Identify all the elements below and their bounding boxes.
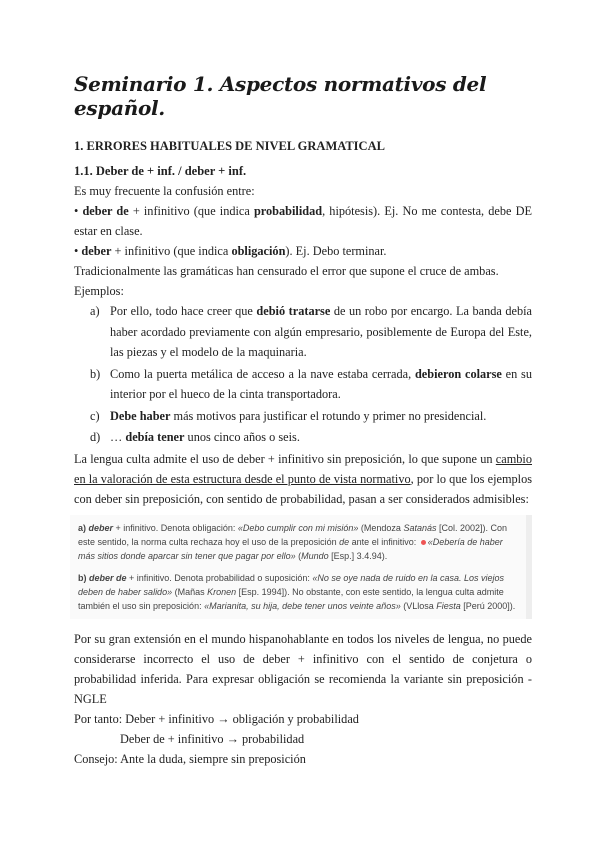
bullet-deber: • deber + infinitivo (que indica obligación). Ej. Debo terminar. xyxy=(74,244,387,258)
excerpt-b: b) deber de + infinitivo. Denota probabilidad o suposición: «No se oye nada de ruido en la casa. Los viejos deben de haber salido» (Mañas Kronen [Esp. 1994]). No obstante, con este sentido, la lengua culta admite también el uso sin preposición: «Marianita, su hija, debe tener unos veinte años» (VLlosa Fiesta [Perú 2000]). xyxy=(78,572,516,611)
document-page xyxy=(74,72,532,769)
incorrect-marker-icon xyxy=(421,540,426,545)
extension-text: Por su gran extensión en el mundo hispanohablante en todos los niveles de lengua, no puede considerarse incorrecto el uso de deber + infinitivo con el sentido de conjetura o probabilidad inferida. Para expresar obligación se recomienda la variante sin preposición - NGLE xyxy=(74,631,532,706)
dictionary-excerpt-image xyxy=(70,515,532,619)
cult-language-text: La lengua culta admite el uso de deber + infinitivo sin preposición, lo que supone un cambio en la valoración de esta estructura desde el punto de vista normativo, por lo que los ejemplos con deber sin preposición, con sentido de probabilidad, pasan a ser considerados admisibles: xyxy=(74,451,533,506)
subsection-heading: 1.1. Deber de + inf. / deber + inf. xyxy=(74,164,247,178)
list-item: b) Como la puerta metálica de acceso a la nave estaba cerrada, debieron colarse en su interior por el hueco de la cinta transportadora. xyxy=(90,366,532,401)
traditional-text: Tradicionalmente las gramáticas han censurado el error que supone el cruce de ambas. xyxy=(74,264,499,278)
page-title: Seminario 1. Aspectos normativos del español. xyxy=(74,72,487,120)
examples-list xyxy=(74,301,532,448)
excerpt-a: a) deber + infinitivo. Denota obligación: «Debo cumplir con mi misión» (Mendoza Satanás [Col. 2002]). Con este sentido, la norma culta rechaza hoy el uso de la preposición de ante el infinitivo: «Debería de haber más sitios donde aparcar sin tener que pagar por ello» (Mundo [Esp.] 3.4.94). xyxy=(78,522,508,561)
summary-line-1: Por tanto: Deber + infinitivo → obligación y probabilidad xyxy=(74,711,359,726)
intro-text: Es muy frecuente la confusión entre: xyxy=(74,184,255,198)
list-item: a) Por ello, todo hace creer que debió tratarse de un robo por encargo. La banda debía haber acordado previamente con algún empresario, posiblemente de Europa del Este, las piezas y el modelo de la maquinaria. xyxy=(90,304,533,359)
list-item: c) Debe haber más motivos para justificar el rotundo y primer no presidencial. xyxy=(90,408,487,423)
section-heading: 1. ERRORES HABITUALES DE NIVEL GRAMATICAL xyxy=(74,139,385,153)
list-item: d) … debía tener unos cinco años o seis. xyxy=(90,430,300,444)
summary-line-2: Deber de + infinitivo → probabilidad xyxy=(120,731,305,746)
examples-label: Ejemplos: xyxy=(74,284,124,298)
bullet-deber-de: • deber de + infinitivo (que indica probabilidad, hipótesis). Ej. No me contesta, debe DE estar en clase. xyxy=(74,204,532,238)
advice-text: Consejo: Ante la duda, siempre sin preposición xyxy=(74,751,306,766)
